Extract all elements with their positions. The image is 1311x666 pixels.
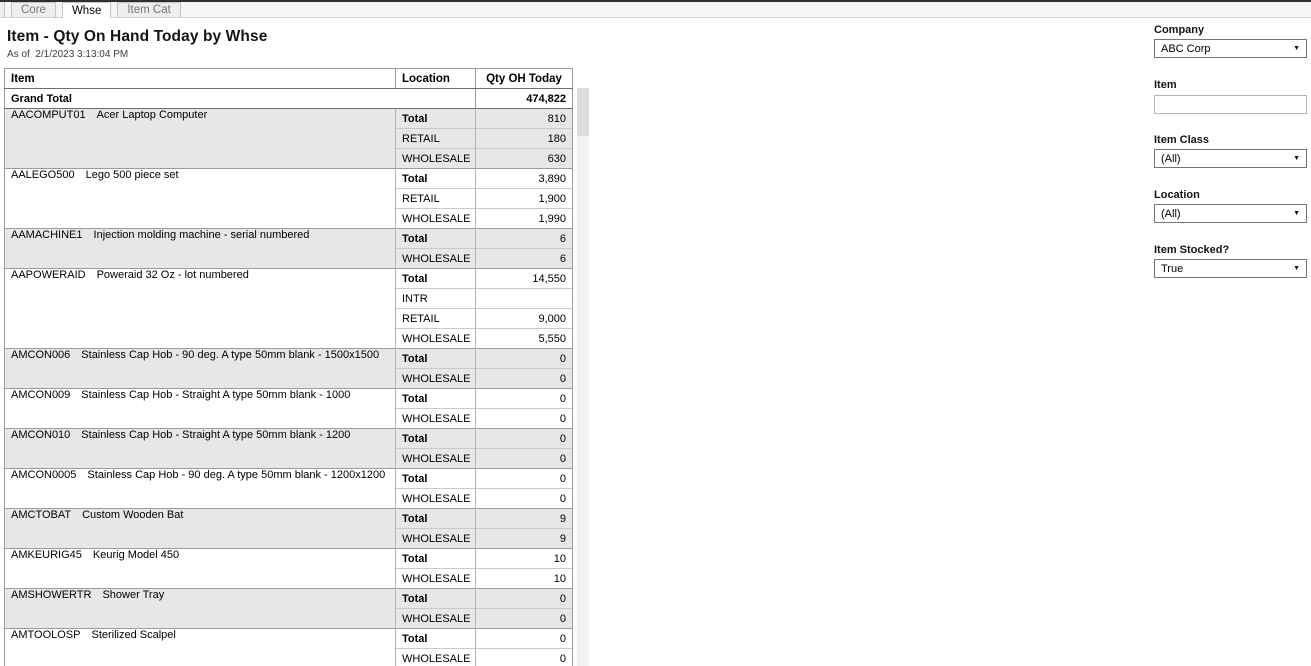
qty-cell[interactable]: 0 (476, 489, 573, 509)
location-cell[interactable]: WHOLESALE (396, 209, 476, 229)
filter-location-label: Location (1154, 189, 1200, 201)
qty-cell[interactable]: 0 (476, 629, 573, 649)
item-description: Injection molding machine - serial numbered (93, 229, 310, 241)
chevron-down-icon: ▼ (1293, 155, 1300, 162)
table-row (5, 109, 573, 129)
item-code: AMCON006 (11, 349, 71, 361)
tab-sliver (0, 2, 5, 17)
table-row (5, 429, 573, 449)
location-cell[interactable]: Total (396, 389, 476, 409)
tab-item-cat[interactable] (117, 2, 180, 17)
qty-cell[interactable]: 1,990 (476, 209, 573, 229)
tab-core[interactable] (11, 2, 56, 17)
qty-cell[interactable]: 0 (476, 369, 573, 389)
filter-item-label: Item (1154, 79, 1177, 91)
filter-item-class-label: Item Class (1154, 134, 1210, 146)
item-code: AMKEURIG45 (11, 549, 82, 561)
location-cell[interactable]: WHOLESALE (396, 529, 476, 549)
qty-cell[interactable]: 6 (476, 249, 573, 269)
location-cell[interactable]: Total (396, 169, 476, 189)
item-cell[interactable] (5, 469, 396, 509)
table-row (5, 229, 573, 249)
item-cell[interactable] (5, 269, 396, 349)
location-cell[interactable]: WHOLESALE (396, 569, 476, 589)
item-search-input[interactable] (1154, 95, 1307, 114)
location-cell[interactable]: WHOLESALE (396, 489, 476, 509)
qty-cell[interactable]: 630 (476, 149, 573, 169)
item-cell[interactable] (5, 509, 396, 549)
location-cell[interactable]: WHOLESALE (396, 449, 476, 469)
item-cell[interactable] (5, 589, 396, 629)
item-code: AMCTOBAT (11, 509, 72, 521)
item-description: Shower Tray (102, 589, 165, 601)
item-class-dropdown-value: (All) (1161, 152, 1181, 165)
chevron-down-icon: ▼ (1293, 210, 1300, 217)
grand-total-row (5, 89, 573, 109)
vertical-scrollbar-track[interactable] (577, 88, 589, 666)
table-row (5, 349, 573, 369)
location-dropdown[interactable] (1154, 204, 1307, 223)
qty-cell[interactable]: 0 (476, 349, 573, 369)
item-code: AMCON009 (11, 389, 71, 401)
location-cell[interactable]: Total (396, 589, 476, 609)
qty-cell[interactable]: 9,000 (476, 309, 573, 329)
location-cell[interactable]: Total (396, 429, 476, 449)
location-cell[interactable]: RETAIL (396, 309, 476, 329)
table-row (5, 389, 573, 409)
location-cell[interactable]: WHOLESALE (396, 609, 476, 629)
item-description: Acer Laptop Computer (96, 109, 208, 121)
column-header-item[interactable]: Item (5, 69, 396, 89)
qty-cell[interactable] (476, 289, 573, 309)
qty-cell[interactable]: 0 (476, 389, 573, 409)
qty-cell[interactable]: 0 (476, 449, 573, 469)
location-cell[interactable]: WHOLESALE (396, 249, 476, 269)
item-description: Poweraid 32 Oz - lot numbered (96, 269, 249, 281)
item-code: AALEGO500 (11, 169, 75, 181)
company-dropdown[interactable] (1154, 39, 1307, 58)
item-code: AAMACHINE1 (11, 229, 83, 241)
item-description: Stainless Cap Hob - 90 deg. A type 50mm blank - 1500x1500 (81, 349, 380, 361)
tab-whse-label: Whse (71, 4, 102, 17)
table-header-row (5, 69, 573, 89)
column-header-qty-oh-today[interactable]: Qty OH Today (476, 69, 573, 89)
qty-cell[interactable]: 0 (476, 409, 573, 429)
table-row (5, 509, 573, 529)
as-of-timestamp: As of 2/1/2023 3:13:04 PM (7, 49, 129, 60)
tab-whse[interactable] (62, 2, 111, 18)
qty-cell[interactable]: 6 (476, 229, 573, 249)
table-row (5, 549, 573, 569)
filter-item-stocked-label: Item Stocked? (1154, 244, 1230, 256)
item-code: AAPOWERAID (11, 269, 86, 281)
location-cell[interactable]: Total (396, 629, 476, 649)
table-row (5, 269, 573, 289)
item-code: AMCON010 (11, 429, 71, 441)
item-code: AMCON0005 (11, 469, 77, 481)
qty-on-hand-table (4, 68, 573, 666)
qty-cell[interactable]: 810 (476, 109, 573, 129)
qty-cell[interactable]: 0 (476, 649, 573, 666)
location-cell[interactable]: RETAIL (396, 129, 476, 149)
table-body (5, 89, 573, 666)
item-description: Stainless Cap Hob - Straight A type 50mm blank - 1200 (81, 429, 351, 441)
qty-cell[interactable]: 10 (476, 549, 573, 569)
item-stocked-dropdown-value: True (1161, 262, 1184, 275)
item-description: Keurig Model 450 (92, 549, 180, 561)
location-cell[interactable]: WHOLESALE (396, 649, 476, 666)
location-cell[interactable]: WHOLESALE (396, 329, 476, 349)
location-cell[interactable]: WHOLESALE (396, 369, 476, 389)
table-row (5, 169, 573, 189)
filter-item-class (1154, 134, 1307, 168)
location-cell[interactable]: Total (396, 229, 476, 249)
item-cell[interactable] (5, 169, 396, 229)
chevron-down-icon: ▼ (1293, 45, 1300, 52)
item-class-dropdown[interactable] (1154, 149, 1307, 168)
qty-cell[interactable]: 3,890 (476, 169, 573, 189)
filter-item (1154, 79, 1307, 114)
item-description: Stainless Cap Hob - Straight A type 50mm blank - 1000 (81, 389, 351, 401)
qty-cell[interactable]: 9 (476, 529, 573, 549)
grand-total-value[interactable]: 474,822 (476, 89, 573, 109)
qty-cell[interactable]: 180 (476, 129, 573, 149)
qty-cell[interactable]: 14,550 (476, 269, 573, 289)
qty-cell[interactable]: 0 (476, 469, 573, 489)
item-code: AACOMPUT01 (11, 109, 86, 121)
location-cell[interactable]: INTR (396, 289, 476, 309)
item-description: Custom Wooden Bat (82, 509, 184, 521)
item-cell[interactable] (5, 229, 396, 269)
vertical-scrollbar-thumb[interactable] (577, 88, 589, 136)
item-description: Sterilized Scalpel (91, 629, 176, 641)
item-cell[interactable] (5, 629, 396, 666)
location-cell[interactable]: WHOLESALE (396, 149, 476, 169)
sheet-tab-bar (0, 2, 1311, 18)
location-cell[interactable]: Total (396, 549, 476, 569)
qty-cell[interactable]: 1,900 (476, 189, 573, 209)
grand-total-label: Grand Total (5, 89, 476, 109)
item-cell[interactable] (5, 549, 396, 589)
filter-item-stocked (1154, 244, 1307, 278)
item-cell[interactable] (5, 389, 396, 429)
item-description: Stainless Cap Hob - 90 deg. A type 50mm blank - 1200x1200 (87, 469, 386, 481)
item-cell[interactable] (5, 109, 396, 169)
table-row (5, 469, 573, 489)
column-header-location[interactable]: Location (396, 69, 476, 89)
item-description: Lego 500 piece set (85, 169, 179, 181)
qty-cell[interactable]: 10 (476, 569, 573, 589)
company-dropdown-value: ABC Corp (1161, 42, 1211, 55)
item-stocked-dropdown[interactable] (1154, 259, 1307, 278)
item-code: AMTOOLOSP (11, 629, 81, 641)
item-cell[interactable] (5, 349, 396, 389)
location-cell[interactable]: Total (396, 509, 476, 529)
tab-item-cat-label: Item Cat (127, 4, 171, 16)
chevron-down-icon: ▼ (1293, 265, 1300, 272)
location-cell[interactable]: Total (396, 469, 476, 489)
location-dropdown-value: (All) (1161, 207, 1181, 220)
item-cell[interactable] (5, 429, 396, 469)
location-cell[interactable]: Total (396, 109, 476, 129)
qty-cell[interactable]: 9 (476, 509, 573, 529)
location-cell[interactable]: WHOLESALE (396, 409, 476, 429)
item-code: AMSHOWERTR (11, 589, 92, 601)
qty-cell[interactable]: 0 (476, 609, 573, 629)
filter-company-label: Company (1154, 24, 1205, 36)
location-cell[interactable]: Total (396, 269, 476, 289)
location-cell[interactable]: Total (396, 349, 476, 369)
filter-company (1154, 24, 1307, 58)
location-cell[interactable]: RETAIL (396, 189, 476, 209)
filter-location (1154, 189, 1307, 223)
qty-cell[interactable]: 5,550 (476, 329, 573, 349)
qty-cell[interactable]: 0 (476, 589, 573, 609)
qty-cell[interactable]: 0 (476, 429, 573, 449)
page-title: Item - Qty On Hand Today by Whse (7, 28, 268, 45)
table-row (5, 629, 573, 649)
tab-core-label: Core (21, 4, 46, 16)
table-row (5, 589, 573, 609)
qty-on-hand-table-container (4, 68, 573, 666)
